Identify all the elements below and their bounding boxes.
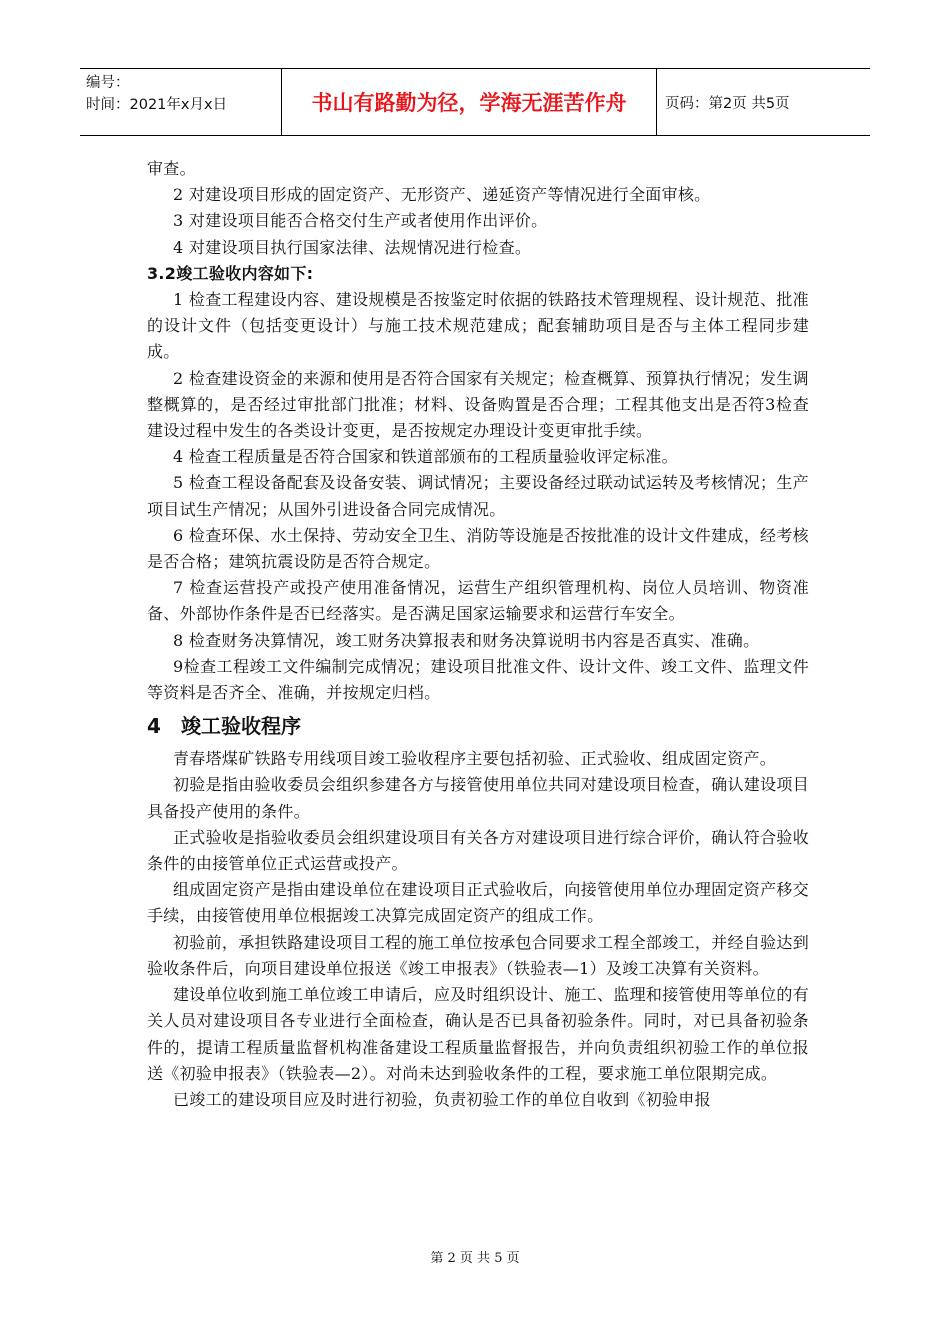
paragraph: 审查。 xyxy=(147,159,196,178)
list-item: 7 检查运营投产或投产使用准备情况，运营生产组织管理机构、岗位人员培训、物资准备、外部协作条件是否已经落实。是否满足国家运输要求和运营行车安全。 xyxy=(147,578,809,624)
page-header xyxy=(80,68,870,136)
list-item: 9检查工程竣工文件编制完成情况；建设项目批准文件、设计文件、竣工文件、监理文件等资料是否齐全、准确，并按规定归档。 xyxy=(147,656,809,703)
document-time-label: 时间：2021年x月x日 xyxy=(86,97,228,113)
list-item: 6 检查环保、水土保持、劳动安全卫生、消防等设施是否按批准的设计文件建成，经考核是否合格；建筑抗震设防是否符合规定。 xyxy=(147,525,809,572)
header-motto: 书山有路勤为径，学海无涯苦作舟 xyxy=(282,69,657,135)
paragraph: 建设单位收到施工单位竣工申请后，应及时组织设计、施工、监理和接管使用等单位的有关人员对建设项目各专业进行全面检查，确认是否已具备初验条件。同时，对已具备初验条件的，提请工程质量监督机构准备建设工程质量监督报告，并向负责组织初验工作的单位报送《初验申报表》（铁验表—2）。对尚未达到验收条件的工程，要求施工单位限期完成。 xyxy=(147,985,809,1083)
paragraph: 初验前，承担铁路建设项目工程的施工单位按承包合同要求工程全部竣工，并经自验达到验收条件后，向项目建设单位报送《竣工申报表》（铁验表—1）及竣工决算有关资料。 xyxy=(147,932,809,978)
paragraph: 3 对建设项目能否合格交付生产或者使用作出评价。 xyxy=(173,211,548,231)
page-footer: 第 2 页 共 5 页 xyxy=(430,1251,520,1266)
header-page-number: 页码：第2页 共5页 xyxy=(665,95,790,112)
list-item: 5 检查工程设备配套及设备安装、调试情况；主要设备经过联动试运转及考核情况；生产项目试生产情况；从国外引进设备合同完成情况。 xyxy=(147,473,809,519)
paragraph: 正式验收是指验收委员会组织建设项目有关各方对建设项目进行综合评价，确认符合验收条件的由接管单位正式运营或投产。 xyxy=(147,827,809,874)
section-title: 竣工验收程序 xyxy=(181,714,301,739)
section-number: 4 xyxy=(147,714,161,739)
list-item: 4 检查工程质量是否符合国家和铁道部颁布的工程质量验收评定标准。 xyxy=(173,447,678,467)
subsection-heading: 3.2竣工验收内容如下: xyxy=(147,263,314,283)
list-item: 2 检查建设资金的来源和使用是否符合国家有关规定；检查概算、预算执行情况；发生调整概算的，是否经过审批部门批准；材料、设备购置是否合理；工程其他支出是否符3检查建设过程中发生的各类设计变更，是否按规定办理设计变更审批手续。 xyxy=(147,368,809,441)
paragraph: 青春塔煤矿铁路专用线项目竣工验收程序主要包括初验、正式验收、组成固定资产。 xyxy=(173,749,777,769)
paragraph: 4 对建设项目执行国家法律、法规情况进行检查。 xyxy=(173,237,532,257)
document-body xyxy=(147,156,809,1113)
paragraph: 初验是指由验收委员会组织参建各方与接管使用单位共同对建设项目检查，确认建设项目具备投产使用的条件。 xyxy=(147,775,809,821)
header-left-cell xyxy=(80,69,282,135)
paragraph: 2 对建设项目形成的固定资产、无形资产、递延资产等情况进行全面审核。 xyxy=(173,185,711,205)
paragraph: 组成固定资产是指由建设单位在建设项目正式验收后，向接管使用单位办理固定资产移交手续，由接管使用单位根据竣工决算完成固定资产的组成工作。 xyxy=(147,880,809,926)
document-number-label: 编号： xyxy=(86,75,130,91)
section-heading xyxy=(147,712,809,740)
list-item: 1 检查工程建设内容、建设规模是否按鉴定时依据的铁路技术管理规程、设计规范、批准的设计文件（包括变更设计）与施工技术规范建成；配套辅助项目是否与主体工程同步建成。 xyxy=(147,290,809,362)
paragraph: 已竣工的建设项目应及时进行初验，负责初验工作的单位自收到《初验申报 xyxy=(173,1089,711,1109)
list-item: 8 检查财务决算情况，竣工财务决算报表和财务决算说明书内容是否真实、准确。 xyxy=(173,630,760,650)
